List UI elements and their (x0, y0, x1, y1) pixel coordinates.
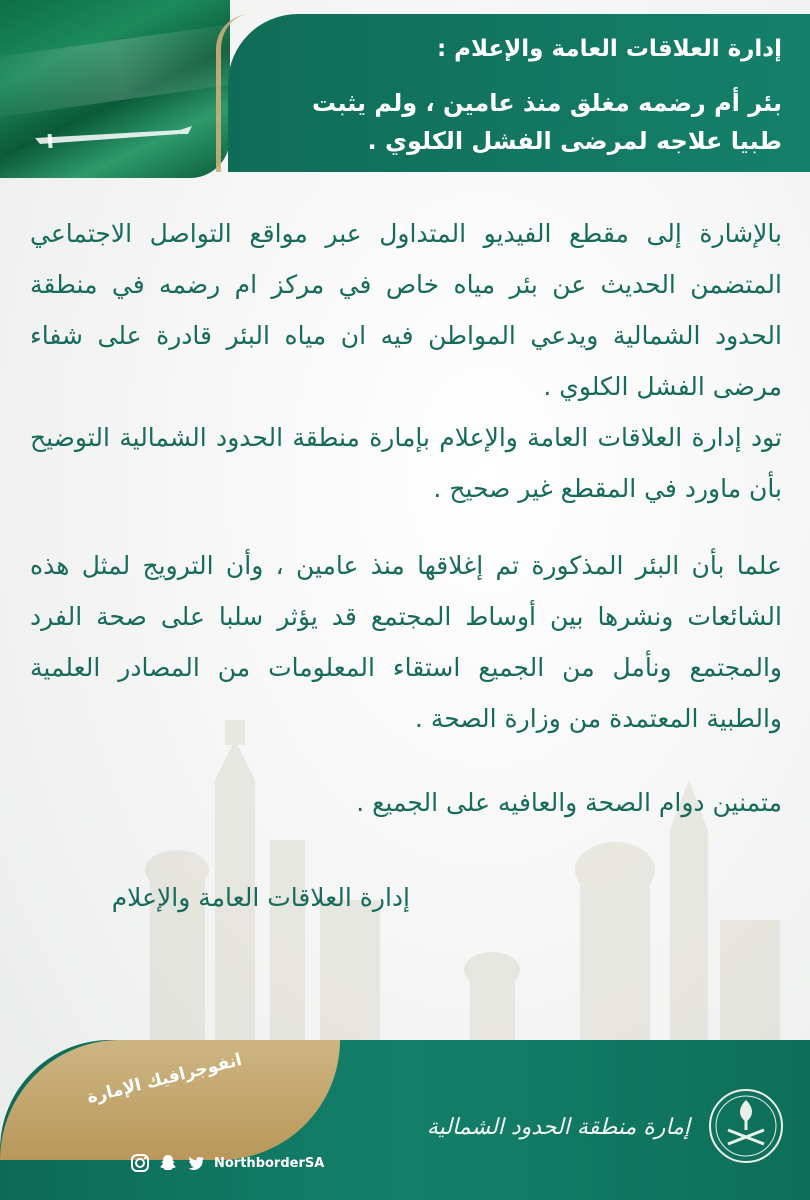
header-subtitle-line2: طبيا علاجه لمرضى الفشل الكلوي . (367, 127, 782, 155)
paragraph-2: تود إدارة العلاقات العامة والإعلام بإمارة منطقة الحدود الشمالية التوضيح بأن ماورد في المقطع غير صحيح . (30, 423, 782, 503)
instagram-icon[interactable] (130, 1153, 150, 1173)
statement-body (30, 208, 782, 744)
infographic-tag: انفوجرافيك الإمارة (84, 1050, 244, 1108)
twitter-icon[interactable] (186, 1153, 206, 1173)
paragraph-1: بالإشارة إلى مقطع الفيديو المتداول عبر مواقع التواصل الاجتماعي المتضمن الحديث عن بئر مياه خاص في مركز ام رضمه في منطقة الحدود الشمالية ويدعي المواطن فيه ان مياه البئر قادرة على شفاء مرضى الفشل الكلوي . (30, 219, 782, 401)
social-links (130, 1153, 324, 1173)
social-handle[interactable]: NorthborderSA (214, 1155, 325, 1171)
closing-line: متمنين دوام الصحة والعافيه على الجميع . (356, 788, 782, 817)
saudi-emblem-icon (706, 1086, 786, 1166)
snapchat-icon[interactable] (158, 1153, 178, 1173)
signature: إدارة العلاقات العامة والإعلام (111, 883, 410, 912)
organization-name: إمارة منطقة الحدود الشمالية (426, 1115, 690, 1140)
header-title: إدارة العلاقات العامة والإعلام : (436, 36, 782, 62)
header-banner (228, 14, 810, 172)
saudi-flag-image (0, 0, 230, 178)
header-subtitle-line1: بئر أم رضمه مغلق منذ عامين ، ولم يثبت (312, 89, 782, 117)
paragraph-3: علما بأن البئر المذكورة تم إغلاقها منذ عامين ، وأن الترويج لمثل هذه الشائعات ونشرها بين أوساط المجتمع قد يؤثر سلبا على صحة الفرد والمجتمع ونأمل من الجميع استقاء المعلومات من المصادر العلمية والطبية المعتمدة من وزارة الصحة . (30, 551, 782, 733)
